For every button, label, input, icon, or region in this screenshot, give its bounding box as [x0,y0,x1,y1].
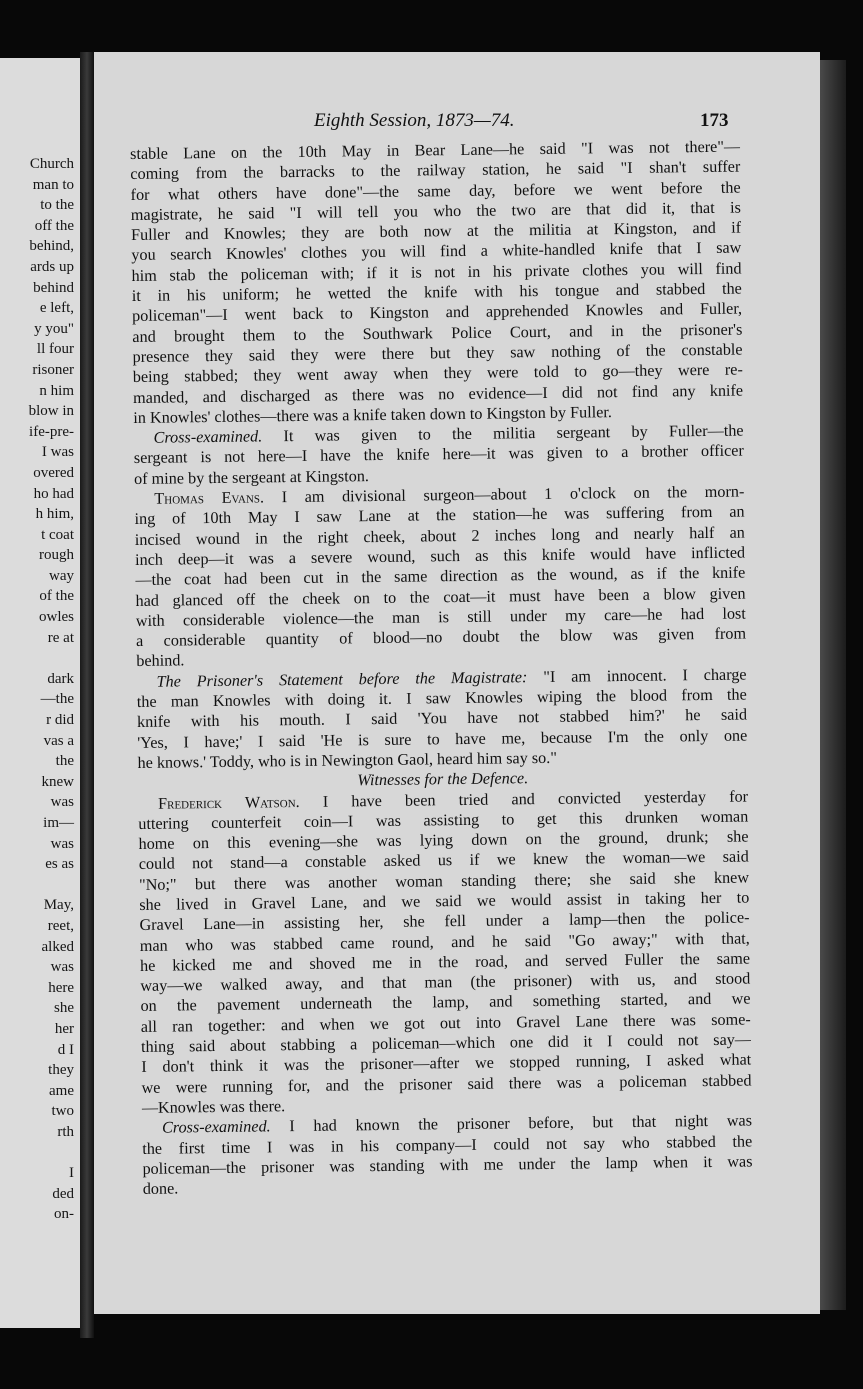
left-page-line [29,1143,74,1164]
left-page-line: I was [41,444,74,461]
opening-paragraph [130,137,743,429]
body-line: Fuller and Knowles; they are both now at the militia at Kingston, and if [131,218,742,245]
left-page-line: overed [33,464,74,481]
body-line: he knows.' Toddy, who is in Newington Gaol, heard him say so." [137,748,557,772]
body-line: it in his uniform; he wetted the knife with his tongue and stabbed the [131,279,742,306]
left-page-line: behind [33,279,74,296]
watson-paragraph [138,806,752,1118]
body-line: magistrate, he said "I will tell you who the two are that did it, that is [130,198,741,224]
left-page-line: she [54,1000,74,1017]
body-line: uttering counterfeit coin—I was assisting to get this drunken woman [138,807,749,833]
body-line: incised wound in the right cheek, about 2 inches long and nearly half an [134,523,745,549]
left-page-line: man to [32,176,74,193]
left-page-line: es as [45,856,74,873]
body-line: the man Knowles with doing it. I saw Knowles wiping the blood from the [136,685,747,711]
left-page-line: e left, [39,300,74,317]
left-page-line: they [48,1062,74,1079]
left-page-line: owles [39,609,74,626]
defence-heading: Witnesses for the Defence. [357,769,529,790]
body-line: home on this evening—she was lying down on the ground, drunk; she [138,827,749,854]
body-line: "No;" but there was another woman standing there; she said she knew [138,868,750,894]
body-line: all ran together: and when we got out into Gravel Lane there was some- [140,1010,751,1036]
left-page-line [29,648,74,669]
left-page-line: of the [39,588,74,605]
body-line: policeman"—I went back to Kingston and apprehended Knowles and Fuller, [131,299,743,326]
body-line: thing said about stabbing a policeman—which one did it I could not say— [140,1030,752,1056]
body-line: with considerable violence—the man is still under my care—he had lost [135,604,746,630]
body-line: man who was stabbed came round, and he said "Go away;" with that, [139,929,750,955]
left-page-line: h him, [35,506,74,523]
body-line: ing of 10th May I saw Lane at the station—he was suffering from an [134,502,745,529]
left-page-line: was [50,794,74,811]
page-header [94,110,820,132]
body-line: you search Knowles' clothes you will find a white-handled knife that I saw [131,239,742,265]
body-line: way—we walked away, and that man (the prisoner) with us, and stood [140,969,751,996]
body-line: —the coat had been cut in the same direction as the wound, as if the knife [135,563,746,590]
body-line: —Knowles was there. [141,1097,286,1117]
left-page-line: im— [43,815,74,831]
left-page-line: here [48,979,74,996]
left-page-line: two [51,1103,74,1120]
body-line: she lived in Gravel Lane, and we said we would assist in taking her to [139,888,750,914]
body-line: he kicked me and shoved me in the road, and served Fuller the same [139,949,751,975]
left-page-line: way [49,567,74,584]
prisoner-statement: The Prisoner's Statement before the Magistrate: "I am innocent. I charge [156,665,747,691]
left-page-line: t coat [41,526,74,543]
left-page-line: blow in [28,403,74,420]
body-line: 'Yes, I have;' I said 'He is sure to have me, because I'm the only one [137,726,748,752]
cross-examination-2: Cross-examined. I had known the prisoner before, but that night was [161,1111,753,1137]
cross2-paragraph [142,1131,753,1199]
body-line: coming from the barracks to the railway station, he said "I shan't suffer [130,157,741,184]
body-line: for what others have done"—the same day, before we went before the [130,178,741,204]
left-page-line [29,875,74,896]
left-page-line: knew [41,773,74,790]
left-page-line: off the [34,217,74,234]
page-edge [820,60,846,1310]
body-line: knife with his mouth. I said 'You have not stabbed him?' he said [136,705,748,732]
body-line: the first time I was in his company—I could not say who stabbed the [142,1132,753,1158]
left-page-line: ho had [33,485,74,502]
statement-paragraph [137,685,748,774]
left-page-line: d I [57,1041,74,1058]
body-line: had glanced off the cheek on to the coat—it must have been a blow given [135,584,746,610]
body-line: stable Lane on the 10th May in Bear Lane—he said "I was not there"— [130,137,741,163]
body-line: behind. [136,651,185,671]
left-page-line: —the [40,691,74,708]
left-page-line: alked [41,938,74,955]
left-page-line: Church [29,156,74,172]
evans-paragraph [134,502,746,672]
body-line: being stabbed; they went away when they were told to go—they were re- [132,360,743,387]
left-page-line: ife-pre- [29,423,74,440]
body-line: presence they said they were there but they saw nothing of the constable [132,340,743,366]
left-page-line: ame [49,1082,74,1099]
left-page-line: rth [57,1123,74,1140]
body-line: him stab the policeman with; if it is not in his private clothes you will find [131,259,742,285]
book-binding [80,52,94,1338]
left-page-line: behind, [29,238,74,255]
left-page-line: y you" [34,320,74,337]
body-line: of mine by the sergeant at Kingston. [133,466,370,488]
body-line: on the pavement underneath the lamp, and something started, and we [140,989,751,1016]
body-text [130,137,753,1200]
right-page [94,52,820,1314]
body-line: could not stand—a constable asked us if we knew the woman—we said [138,847,749,874]
left-page-line: ded [52,1185,74,1202]
body-line: manded, and discharged as there was no evidence—I did not find any knife [132,381,744,407]
body-line: Gravel Lane—in assisting her, she fell under a lamp—then the police- [139,908,750,935]
running-title: Eighth Session, 1873—74. [314,110,515,131]
body-line: we were running for, and the prisoner said there was a policeman stabbed [141,1071,752,1097]
left-page-line: the [55,753,74,770]
body-line: sergeant is not here—I have the knife here—it was given to a brother officer [133,441,744,468]
left-page-line: her [54,1020,74,1037]
watson-testimony: Frederick Watson. I have been tried and convicted yesterday for [157,786,749,813]
left-page-line: May, [43,897,74,914]
left-page-line: on- [54,1206,74,1223]
evans-testimony: Thomas Evans. I am divisional surgeon—about 1 o'clock on the morn- [154,482,745,508]
left-page-line: was [50,835,74,852]
left-page-text [29,154,74,1225]
left-page-line: ll four [36,341,74,358]
left-page-line: dark [47,670,74,687]
left-page-line: reet, [47,917,74,934]
left-page-line: risoner [32,361,74,378]
body-line: I don't think it was the prisoner—after we stopped running, I asked what [141,1050,752,1077]
cross-examination-1: Cross-examined. It was given to the militia sergeant by Fuller—the [153,421,744,447]
page-number: 173 [700,110,729,131]
body-line: done. [142,1179,179,1199]
left-page-line: re at [47,629,74,646]
body-line: and brought them to the Southwark Police Court, and in the prisoner's [132,320,743,346]
body-line: policeman—the prisoner was standing with me under the lamp when it was [142,1152,753,1178]
left-page-line: rough [39,547,74,564]
body-line: a considerable quantity of blood—no doubt the blow was given from [135,624,747,651]
left-page-line: vas a [43,732,74,749]
left-page [0,58,83,1328]
body-line: inch deep—it was a severe wound, such as this knife would have inflicted [134,543,746,569]
left-page-line: r did [46,712,74,729]
left-page-line: ards up [30,258,74,275]
left-page-line: to the [40,197,74,214]
left-page-line: I [69,1165,74,1182]
body-line: in Knowles' clothes—there was a knife taken down to Kingston by Fuller. [133,402,612,427]
left-page-line: n him [39,382,74,399]
left-page-line: was [50,959,74,976]
